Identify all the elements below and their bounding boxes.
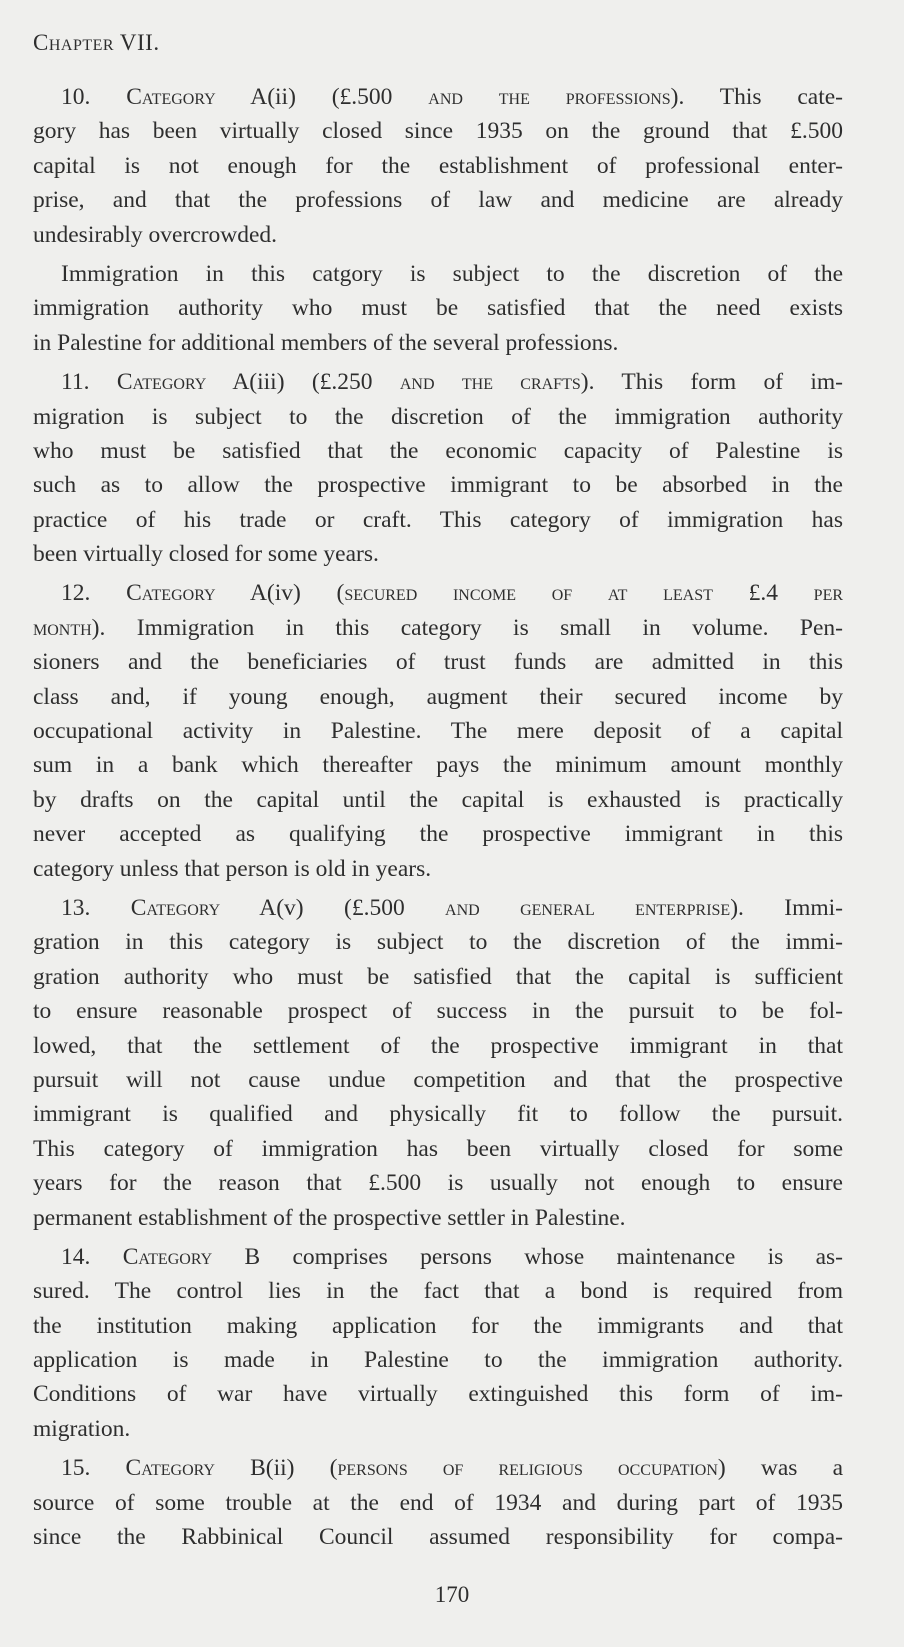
- text-segment: source of some trouble at the end of 1934 and during part of 1935: [33, 1489, 843, 1516]
- text-line: [33, 1486, 843, 1520]
- text-segment: ). This form of im-: [580, 369, 843, 396]
- page-number: 170: [434, 1582, 470, 1607]
- text-segment: ). Immigration in this category is small in volume. Pen-: [91, 614, 843, 641]
- text-line: [33, 1451, 843, 1485]
- text-line: [33, 1063, 843, 1097]
- text-line: [33, 1240, 843, 1274]
- text-line: [33, 1343, 843, 1377]
- small-caps-text: Category: [116, 369, 207, 396]
- text-segment: sured. The control lies in the fact that a bond is required from: [33, 1278, 843, 1305]
- text-line: [33, 748, 843, 782]
- chapter-heading: Chapter VII.: [33, 30, 160, 55]
- text-line: [33, 1097, 843, 1131]
- text-line: [33, 257, 843, 291]
- small-caps-text: month: [33, 614, 92, 641]
- text-line: [33, 503, 843, 537]
- text-line: [33, 1377, 843, 1411]
- text-segment: by drafts on the capital until the capital is exhausted is practically: [33, 786, 843, 813]
- text-line: [33, 817, 843, 851]
- small-caps-text: and the crafts: [399, 369, 581, 396]
- small-caps-text: Category: [122, 1243, 213, 1270]
- small-caps-text: and the professions: [428, 84, 671, 110]
- text-segment: who must be satisfied that the economic capacity of Palestine is: [33, 437, 843, 464]
- text-segment: 10.: [61, 84, 127, 110]
- text-line: [33, 852, 843, 886]
- text-segment: sioners and the beneficiaries of trust funds are admitted in this: [33, 649, 843, 676]
- text-segment: ) was a: [717, 1455, 844, 1482]
- text-line: [33, 1132, 843, 1166]
- text-line: [33, 183, 843, 217]
- text-segment: in Palestine for additional members of the several professions.: [33, 329, 619, 356]
- text-segment: ). This cate-: [670, 84, 844, 110]
- text-segment: prise, and that the professions of law and medicine are already: [33, 187, 843, 214]
- text-line: [33, 1309, 843, 1343]
- text-segment: lowed, that the settlement of the prospective immigrant in that: [33, 1032, 843, 1059]
- text-line: [33, 994, 843, 1028]
- text-segment: 15.: [61, 1455, 126, 1482]
- small-caps-text: persons of religious occupation: [337, 1455, 718, 1482]
- small-caps-text: and general enterprise: [445, 894, 731, 921]
- paragraph: [33, 891, 843, 1235]
- text-segment: 12.: [61, 580, 127, 607]
- text-segment: gory has been virtually closed since 1935 on the ground that £.500: [33, 118, 843, 145]
- text-line: [33, 326, 843, 360]
- text-line: [33, 960, 843, 994]
- text-segment: B comprises persons whose maintenance is as-: [212, 1243, 844, 1270]
- text-segment: gration authority who must be satisfied that the capital is sufficient: [33, 963, 843, 990]
- text-segment: pursuit will not cause undue competition and that the prospective: [33, 1066, 843, 1093]
- text-line: [33, 80, 843, 114]
- text-segment: B(ii) (: [214, 1455, 338, 1482]
- text-segment: capital is not enough for the establishment of professional enter-: [33, 152, 843, 179]
- text-line: [33, 714, 843, 748]
- text-segment: sum in a bank which thereafter pays the minimum amount monthly: [33, 752, 843, 779]
- text-segment: immigrant is qualified and physically fit to follow the pursuit.: [33, 1101, 843, 1128]
- text-line: [33, 925, 843, 959]
- text-line: [33, 291, 843, 325]
- text-segment: practice of his trade or craft. This category of immigration has: [33, 506, 843, 533]
- text-segment: the institution making application for the immigrants and that: [33, 1312, 843, 1339]
- text-line: [33, 365, 843, 399]
- text-segment: A(iii) (£.250: [206, 369, 400, 396]
- text-line: [33, 891, 843, 925]
- text-line: [33, 400, 843, 434]
- small-caps-text: Category: [125, 1455, 215, 1482]
- small-caps-text: Category: [126, 84, 216, 110]
- text-segment: ). Immi-: [730, 894, 843, 921]
- text-line: [33, 611, 843, 645]
- text-line: [33, 468, 843, 502]
- text-line: [33, 149, 843, 183]
- paragraph: [33, 257, 843, 360]
- text-segment: gration in this category is subject to the discretion of the immi-: [33, 929, 843, 956]
- text-segment: A(ii) (£.500: [215, 84, 429, 110]
- text-segment: years for the reason that £.500 is usually not enough to ensure: [33, 1170, 843, 1197]
- text-segment: 14.: [61, 1243, 123, 1270]
- text-segment: immigration authority who must be satisfied that the need exists: [33, 295, 843, 322]
- text-segment: undesirably overcrowded.: [33, 221, 278, 248]
- text-line: [33, 576, 843, 610]
- text-line: [33, 1520, 843, 1554]
- text-line: [33, 1166, 843, 1200]
- text-segment: A(v) (£.500: [220, 894, 446, 921]
- text-segment: since the Rabbinical Council assumed responsibility for compa-: [33, 1524, 843, 1551]
- paragraph: [33, 1451, 843, 1554]
- text-segment: This category of immigration has been virtually closed for some: [33, 1135, 843, 1162]
- text-segment: been virtually closed for some years.: [33, 541, 379, 568]
- text-segment: 13.: [61, 894, 131, 921]
- text-line: [33, 434, 843, 468]
- small-caps-text: Category: [126, 580, 216, 607]
- text-line: [33, 783, 843, 817]
- paragraph: [33, 576, 843, 886]
- text-segment: to ensure reasonable prospect of success in the pursuit to be fol-: [33, 998, 843, 1025]
- text-segment: never accepted as qualifying the prospective immigrant in this: [33, 821, 843, 848]
- document-body: [33, 80, 843, 1559]
- text-segment: category unless that person is old in years.: [33, 855, 432, 882]
- text-line: [33, 645, 843, 679]
- text-segment: A(iv) (: [215, 580, 345, 607]
- text-segment: application is made in Palestine to the immigration authority.: [33, 1347, 843, 1374]
- small-caps-text: secured income of at least: [344, 580, 713, 607]
- small-caps-text: per: [813, 580, 844, 607]
- text-line: [33, 218, 843, 252]
- text-segment: such as to allow the prospective immigrant to be absorbed in the: [33, 472, 843, 499]
- text-segment: Immigration in this catgory is subject to the discretion of the: [61, 260, 843, 287]
- small-caps-text: Category: [130, 894, 221, 921]
- text-segment: migration is subject to the discretion of the immigration authority: [33, 403, 843, 430]
- text-line: [33, 537, 843, 571]
- text-segment: 11.: [61, 369, 117, 396]
- text-segment: occupational activity in Palestine. The mere deposit of a capital: [33, 718, 843, 745]
- paragraph: [33, 365, 843, 571]
- text-segment: class and, if young enough, augment their secured income by: [33, 683, 843, 710]
- paragraph: [33, 80, 843, 252]
- text-segment: Conditions of war have virtually extinguished this form of im-: [33, 1381, 843, 1408]
- text-line: [33, 1412, 843, 1446]
- text-line: [33, 1274, 843, 1308]
- text-segment: migration.: [33, 1415, 131, 1442]
- text-line: [33, 1029, 843, 1063]
- paragraph: [33, 1240, 843, 1446]
- text-line: [33, 114, 843, 148]
- text-line: [33, 680, 843, 714]
- text-segment: permanent establishment of the prospective settler in Palestine.: [33, 1204, 626, 1231]
- text-segment: £.4: [712, 580, 814, 607]
- text-line: [33, 1201, 843, 1235]
